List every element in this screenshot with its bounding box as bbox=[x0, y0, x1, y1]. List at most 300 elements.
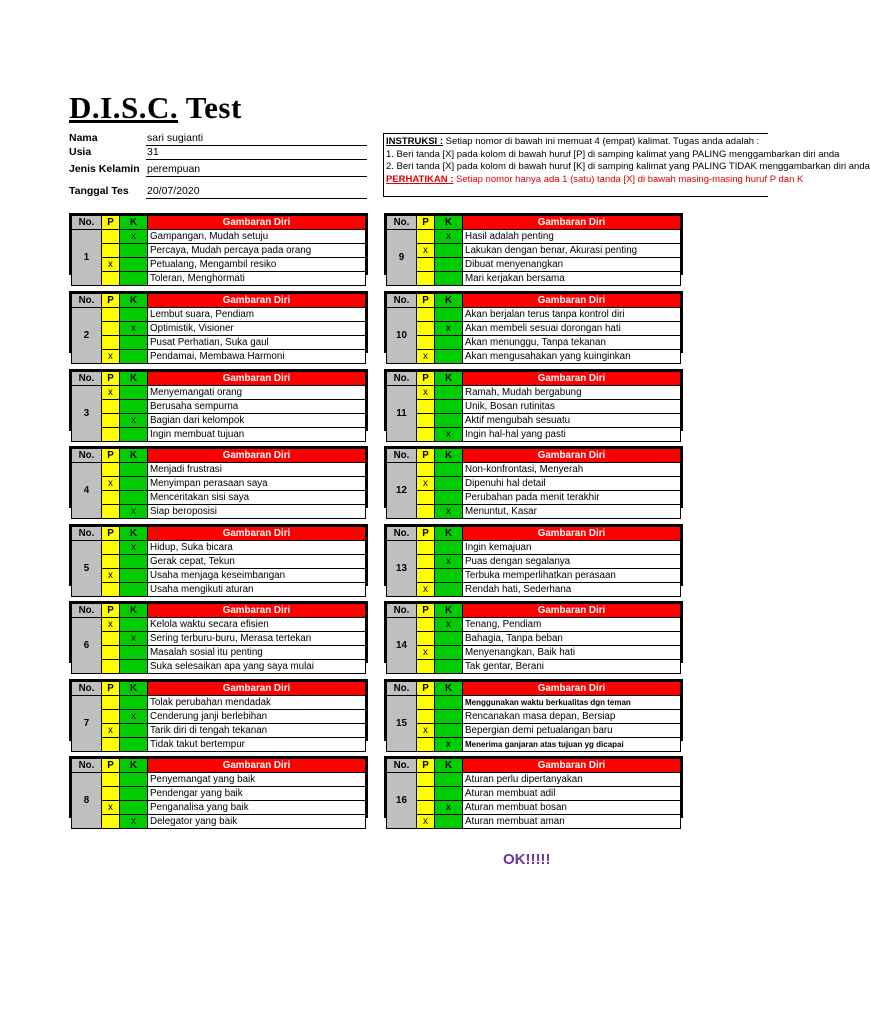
header-p: P bbox=[417, 604, 435, 618]
p-mark-cell[interactable] bbox=[417, 738, 435, 752]
statement-text: Rencanakan masa depan, Bersiap bbox=[463, 710, 681, 724]
k-mark-cell[interactable] bbox=[120, 244, 148, 258]
p-mark-cell[interactable] bbox=[417, 428, 435, 442]
k-mark-cell[interactable] bbox=[435, 350, 463, 364]
header-k: K bbox=[120, 527, 148, 541]
header-k: K bbox=[435, 759, 463, 773]
statement-text: Pendengar yang baik bbox=[148, 787, 366, 801]
statement-row bbox=[387, 815, 681, 829]
p-mark-cell[interactable] bbox=[417, 773, 435, 787]
k-mark-cell[interactable] bbox=[120, 258, 148, 272]
p-mark-cell[interactable] bbox=[417, 400, 435, 414]
statement-text: Menjadi frustrasi bbox=[148, 463, 366, 477]
header-gambaran-diri: Gambaran Diri bbox=[463, 759, 681, 773]
info-row-nama bbox=[69, 132, 369, 145]
p-mark-cell[interactable]: x bbox=[102, 801, 120, 815]
instructions-text: Setiap nomor di bawah ini memuat 4 (empat) kalimat. Tugas anda adalah : bbox=[443, 136, 760, 147]
k-mark-cell[interactable]: x bbox=[435, 555, 463, 569]
k-mark-cell[interactable] bbox=[120, 428, 148, 442]
statement-text: Terbuka memperlihatkan perasaan bbox=[463, 569, 681, 583]
p-mark-cell[interactable] bbox=[102, 491, 120, 505]
info-row-jenis-kelamin bbox=[69, 163, 369, 176]
k-mark-cell[interactable] bbox=[120, 646, 148, 660]
question-block-9 bbox=[384, 213, 683, 284]
statement-text: Menyimpan perasaan saya bbox=[148, 477, 366, 491]
question-block-6 bbox=[69, 601, 368, 672]
statement-text: Ramah, Mudah bergabung bbox=[463, 386, 681, 400]
k-mark-cell[interactable] bbox=[120, 463, 148, 477]
k-mark-cell[interactable] bbox=[120, 583, 148, 597]
header-no: No. bbox=[387, 604, 417, 618]
k-mark-cell[interactable] bbox=[435, 244, 463, 258]
statement-text: Bahagia, Tanpa beban bbox=[463, 632, 681, 646]
header-no: No. bbox=[387, 682, 417, 696]
p-mark-cell[interactable] bbox=[417, 787, 435, 801]
statement-row bbox=[387, 569, 681, 583]
k-mark-cell[interactable]: x bbox=[120, 505, 148, 519]
p-mark-cell[interactable] bbox=[417, 491, 435, 505]
p-mark-cell[interactable] bbox=[102, 773, 120, 787]
question-number: 7 bbox=[72, 696, 102, 752]
header-k: K bbox=[120, 449, 148, 463]
header-no: No. bbox=[387, 294, 417, 308]
statement-text: Menceritakan sisi saya bbox=[148, 491, 366, 505]
statement-row bbox=[72, 555, 366, 569]
p-mark-cell[interactable] bbox=[102, 583, 120, 597]
p-mark-cell[interactable] bbox=[417, 414, 435, 428]
k-mark-cell[interactable] bbox=[120, 569, 148, 583]
p-mark-cell[interactable]: x bbox=[102, 477, 120, 491]
statement-text: Menerima ganjaran atas tujuan yg dicapai bbox=[463, 738, 681, 752]
p-mark-cell[interactable] bbox=[417, 569, 435, 583]
p-mark-cell[interactable] bbox=[102, 660, 120, 674]
statement-text: Usaha menjaga keseimbangan bbox=[148, 569, 366, 583]
title-test: Test bbox=[185, 90, 242, 125]
statement-row bbox=[387, 350, 681, 364]
statement-text: Ingin hal-hal yang pasti bbox=[463, 428, 681, 442]
statement-row bbox=[72, 801, 366, 815]
header-gambaran-diri: Gambaran Diri bbox=[148, 682, 366, 696]
k-mark-cell[interactable]: x bbox=[435, 230, 463, 244]
p-mark-cell[interactable] bbox=[417, 710, 435, 724]
statement-text: Non-konfrontasi, Menyerah bbox=[463, 463, 681, 477]
header-p: P bbox=[102, 372, 120, 386]
question-block-2 bbox=[69, 291, 368, 362]
statement-text: Aktif mengubah sesuatu bbox=[463, 414, 681, 428]
k-mark-cell[interactable] bbox=[435, 308, 463, 322]
statement-text: Pendamai, Membawa Harmoni bbox=[148, 350, 366, 364]
statement-row bbox=[387, 414, 681, 428]
header-gambaran-diri: Gambaran Diri bbox=[463, 527, 681, 541]
header-no: No. bbox=[72, 449, 102, 463]
question-number: 2 bbox=[72, 308, 102, 364]
header-no: No. bbox=[72, 604, 102, 618]
k-mark-cell[interactable] bbox=[120, 272, 148, 286]
statement-row bbox=[72, 632, 366, 646]
statement-row bbox=[387, 541, 681, 555]
question-number: 4 bbox=[72, 463, 102, 519]
statement-row bbox=[72, 618, 366, 632]
p-mark-cell[interactable] bbox=[102, 244, 120, 258]
statement-row bbox=[72, 569, 366, 583]
statement-text: Ingin membuat tujuan bbox=[148, 428, 366, 442]
p-mark-cell[interactable]: x bbox=[417, 646, 435, 660]
k-mark-cell[interactable] bbox=[435, 272, 463, 286]
statement-text: Bagian dari kelompok bbox=[148, 414, 366, 428]
info-row-tanggal-tes bbox=[69, 185, 369, 198]
statement-row bbox=[387, 660, 681, 674]
p-mark-cell[interactable] bbox=[102, 541, 120, 555]
statement-text: Menuntut, Kasar bbox=[463, 505, 681, 519]
k-mark-cell[interactable] bbox=[435, 414, 463, 428]
p-mark-cell[interactable]: x bbox=[102, 386, 120, 400]
question-block-12 bbox=[384, 446, 683, 517]
p-mark-cell[interactable]: x bbox=[102, 258, 120, 272]
statement-row bbox=[387, 428, 681, 442]
statement-row bbox=[387, 710, 681, 724]
statement-row bbox=[387, 696, 681, 710]
p-mark-cell[interactable] bbox=[417, 308, 435, 322]
header-p: P bbox=[417, 216, 435, 230]
statement-text: Percaya, Mudah percaya pada orang bbox=[148, 244, 366, 258]
header-k: K bbox=[435, 449, 463, 463]
k-mark-cell[interactable]: x bbox=[120, 710, 148, 724]
p-mark-cell[interactable] bbox=[417, 322, 435, 336]
header-no: No. bbox=[72, 682, 102, 696]
k-mark-cell[interactable]: x bbox=[120, 322, 148, 336]
statement-row bbox=[72, 336, 366, 350]
p-mark-cell[interactable] bbox=[102, 463, 120, 477]
k-mark-cell[interactable] bbox=[435, 815, 463, 829]
header-no: No. bbox=[72, 527, 102, 541]
k-mark-cell[interactable] bbox=[435, 477, 463, 491]
statement-text: Dibuat menyenangkan bbox=[463, 258, 681, 272]
p-mark-cell[interactable]: x bbox=[417, 724, 435, 738]
k-mark-cell[interactable] bbox=[435, 724, 463, 738]
p-mark-cell[interactable] bbox=[102, 710, 120, 724]
statement-text: Cenderung janji berlebihan bbox=[148, 710, 366, 724]
k-mark-cell[interactable] bbox=[435, 491, 463, 505]
k-mark-cell[interactable] bbox=[120, 350, 148, 364]
header-gambaran-diri: Gambaran Diri bbox=[148, 216, 366, 230]
question-number: 5 bbox=[72, 541, 102, 597]
p-mark-cell[interactable] bbox=[102, 632, 120, 646]
p-mark-cell[interactable]: x bbox=[102, 350, 120, 364]
k-mark-cell[interactable]: x bbox=[120, 230, 148, 244]
header-gambaran-diri: Gambaran Diri bbox=[463, 604, 681, 618]
header-p: P bbox=[417, 759, 435, 773]
statement-text: Akan mengusahakan yang kuinginkan bbox=[463, 350, 681, 364]
statement-row bbox=[387, 386, 681, 400]
k-mark-cell[interactable] bbox=[120, 801, 148, 815]
k-mark-cell[interactable] bbox=[120, 477, 148, 491]
p-mark-cell[interactable] bbox=[102, 308, 120, 322]
question-block-10 bbox=[384, 291, 683, 362]
k-mark-cell[interactable] bbox=[435, 632, 463, 646]
k-mark-cell[interactable] bbox=[435, 569, 463, 583]
p-mark-cell[interactable] bbox=[417, 660, 435, 674]
statement-row bbox=[72, 400, 366, 414]
k-mark-cell[interactable] bbox=[435, 463, 463, 477]
k-mark-cell[interactable]: x bbox=[120, 815, 148, 829]
statement-row bbox=[387, 272, 681, 286]
k-mark-cell[interactable] bbox=[435, 336, 463, 350]
p-mark-cell[interactable] bbox=[417, 696, 435, 710]
k-mark-cell[interactable] bbox=[120, 696, 148, 710]
k-mark-cell[interactable]: x bbox=[435, 618, 463, 632]
header-no: No. bbox=[387, 759, 417, 773]
statement-row bbox=[387, 646, 681, 660]
p-mark-cell[interactable]: x bbox=[102, 724, 120, 738]
question-block-15 bbox=[384, 679, 683, 750]
k-mark-cell[interactable] bbox=[120, 618, 148, 632]
statement-row bbox=[72, 696, 366, 710]
header-p: P bbox=[417, 294, 435, 308]
statement-row bbox=[72, 414, 366, 428]
header-p: P bbox=[102, 216, 120, 230]
question-block-5 bbox=[69, 524, 368, 595]
statement-text: Aturan membuat aman bbox=[463, 815, 681, 829]
statement-row bbox=[72, 428, 366, 442]
statement-row bbox=[72, 583, 366, 597]
p-mark-cell[interactable] bbox=[102, 738, 120, 752]
header-k: K bbox=[120, 759, 148, 773]
statement-text: Gampangan, Mudah setuju bbox=[148, 230, 366, 244]
p-mark-cell[interactable]: x bbox=[417, 815, 435, 829]
statement-row bbox=[72, 386, 366, 400]
header-k: K bbox=[120, 682, 148, 696]
statement-text: Mari kerjakan bersama bbox=[463, 272, 681, 286]
statement-row bbox=[72, 773, 366, 787]
header-k: K bbox=[435, 527, 463, 541]
statement-text: Pusat Perhatian, Suka gaul bbox=[148, 336, 366, 350]
statement-row bbox=[72, 244, 366, 258]
info-value-nama[interactable]: sari sugianti bbox=[146, 132, 367, 146]
statement-text: Tarik diri di tengah tekanan bbox=[148, 724, 366, 738]
statement-text: Aturan perlu dipertanyakan bbox=[463, 773, 681, 787]
p-mark-cell[interactable] bbox=[102, 696, 120, 710]
info-label: Nama bbox=[69, 132, 98, 144]
p-mark-cell[interactable] bbox=[102, 230, 120, 244]
header-k: K bbox=[435, 294, 463, 308]
statement-row bbox=[72, 322, 366, 336]
k-mark-cell[interactable] bbox=[120, 773, 148, 787]
header-p: P bbox=[417, 682, 435, 696]
header-k: K bbox=[435, 372, 463, 386]
question-number: 14 bbox=[387, 618, 417, 674]
statement-row bbox=[387, 491, 681, 505]
info-label: Tanggal Tes bbox=[69, 185, 129, 197]
question-number: 6 bbox=[72, 618, 102, 674]
header-no: No. bbox=[387, 449, 417, 463]
k-mark-cell[interactable] bbox=[120, 386, 148, 400]
statement-text: Delegator yang baik bbox=[148, 815, 366, 829]
header-no: No. bbox=[72, 216, 102, 230]
p-mark-cell[interactable]: x bbox=[417, 583, 435, 597]
k-mark-cell[interactable] bbox=[435, 787, 463, 801]
p-mark-cell[interactable] bbox=[417, 463, 435, 477]
statement-row bbox=[387, 244, 681, 258]
header-p: P bbox=[417, 527, 435, 541]
statement-row bbox=[387, 400, 681, 414]
k-mark-cell[interactable]: x bbox=[435, 505, 463, 519]
statement-text: Hidup, Suka bicara bbox=[148, 541, 366, 555]
question-block-1 bbox=[69, 213, 368, 284]
k-mark-cell[interactable] bbox=[435, 660, 463, 674]
k-mark-cell[interactable]: x bbox=[435, 738, 463, 752]
header-no: No. bbox=[387, 372, 417, 386]
k-mark-cell[interactable] bbox=[120, 738, 148, 752]
statement-row bbox=[72, 477, 366, 491]
info-label: Usia bbox=[69, 146, 92, 158]
header-gambaran-diri: Gambaran Diri bbox=[148, 759, 366, 773]
k-mark-cell[interactable] bbox=[120, 660, 148, 674]
header-gambaran-diri: Gambaran Diri bbox=[148, 604, 366, 618]
k-mark-cell[interactable]: x bbox=[435, 801, 463, 815]
statement-text: Usaha mengikuti aturan bbox=[148, 583, 366, 597]
statement-text: Menggunakan waktu berkualitas dgn teman bbox=[463, 696, 681, 710]
question-block-4 bbox=[69, 446, 368, 517]
p-mark-cell[interactable] bbox=[102, 272, 120, 286]
k-mark-cell[interactable]: x bbox=[435, 322, 463, 336]
p-mark-cell[interactable] bbox=[102, 646, 120, 660]
k-mark-cell[interactable] bbox=[120, 787, 148, 801]
info-row-usia bbox=[69, 146, 369, 159]
p-mark-cell[interactable] bbox=[102, 815, 120, 829]
header-p: P bbox=[102, 527, 120, 541]
statement-row bbox=[72, 505, 366, 519]
question-number: 11 bbox=[387, 386, 417, 442]
header-gambaran-diri: Gambaran Diri bbox=[463, 449, 681, 463]
header-no: No. bbox=[72, 759, 102, 773]
p-mark-cell[interactable] bbox=[417, 801, 435, 815]
k-mark-cell[interactable] bbox=[435, 773, 463, 787]
p-mark-cell[interactable] bbox=[417, 272, 435, 286]
k-mark-cell[interactable] bbox=[435, 583, 463, 597]
statement-text: Toleran, Menghormati bbox=[148, 272, 366, 286]
p-mark-cell[interactable] bbox=[417, 230, 435, 244]
statement-text: Akan berjalan terus tanpa kontrol diri bbox=[463, 308, 681, 322]
header-p: P bbox=[102, 449, 120, 463]
statement-text: Siap beroposisi bbox=[148, 505, 366, 519]
question-number: 16 bbox=[387, 773, 417, 829]
k-mark-cell[interactable] bbox=[435, 541, 463, 555]
k-mark-cell[interactable] bbox=[120, 308, 148, 322]
p-mark-cell[interactable] bbox=[102, 400, 120, 414]
p-mark-cell[interactable]: x bbox=[102, 618, 120, 632]
p-mark-cell[interactable]: x bbox=[102, 569, 120, 583]
header-gambaran-diri: Gambaran Diri bbox=[463, 216, 681, 230]
p-mark-cell[interactable] bbox=[417, 258, 435, 272]
p-mark-cell[interactable] bbox=[102, 555, 120, 569]
statement-row bbox=[72, 230, 366, 244]
statement-text: Tolak perubahan mendadak bbox=[148, 696, 366, 710]
p-mark-cell[interactable]: x bbox=[417, 386, 435, 400]
header-k: K bbox=[120, 372, 148, 386]
p-mark-cell[interactable] bbox=[102, 414, 120, 428]
statement-row bbox=[72, 350, 366, 364]
k-mark-cell[interactable] bbox=[120, 336, 148, 350]
k-mark-cell[interactable] bbox=[435, 696, 463, 710]
header-gambaran-diri: Gambaran Diri bbox=[148, 449, 366, 463]
p-mark-cell[interactable] bbox=[102, 505, 120, 519]
statement-row bbox=[387, 258, 681, 272]
statement-text: Tidak takut bertempur bbox=[148, 738, 366, 752]
statement-row bbox=[72, 491, 366, 505]
header-k: K bbox=[435, 682, 463, 696]
p-mark-cell[interactable]: x bbox=[417, 244, 435, 258]
k-mark-cell[interactable]: x bbox=[120, 414, 148, 428]
instructions-line-2: 2. Beri tanda [X] pada kolom di bawah huruf [K] di samping kalimat yang PALING TIDAK menggambarkan diri anda bbox=[386, 161, 870, 172]
p-mark-cell[interactable] bbox=[417, 555, 435, 569]
p-mark-cell[interactable] bbox=[417, 336, 435, 350]
statement-row bbox=[72, 308, 366, 322]
statement-text: Aturan membuat adil bbox=[463, 787, 681, 801]
k-mark-cell[interactable] bbox=[120, 491, 148, 505]
instructions-line-1: 1. Beri tanda [X] pada kolom di bawah huruf [P] di samping kalimat yang PALING menggambarkan diri anda bbox=[386, 148, 840, 160]
question-block-16 bbox=[384, 756, 683, 827]
statement-text: Lakukan dengan benar, Akurasi penting bbox=[463, 244, 681, 258]
question-block-13 bbox=[384, 524, 683, 595]
k-mark-cell[interactable] bbox=[120, 555, 148, 569]
p-mark-cell[interactable] bbox=[417, 505, 435, 519]
k-mark-cell[interactable] bbox=[120, 724, 148, 738]
p-mark-cell[interactable] bbox=[102, 428, 120, 442]
k-mark-cell[interactable]: x bbox=[120, 632, 148, 646]
statement-row bbox=[72, 724, 366, 738]
statement-text: Tak gentar, Berani bbox=[463, 660, 681, 674]
statement-text: Menyenangkan, Baik hati bbox=[463, 646, 681, 660]
statement-row bbox=[387, 505, 681, 519]
p-mark-cell[interactable] bbox=[417, 541, 435, 555]
statement-text: Gerak cepat, Tekun bbox=[148, 555, 366, 569]
statement-row bbox=[72, 646, 366, 660]
statement-text: Tenang, Pendiam bbox=[463, 618, 681, 632]
k-mark-cell[interactable] bbox=[435, 400, 463, 414]
statement-row bbox=[72, 272, 366, 286]
k-mark-cell[interactable]: x bbox=[435, 428, 463, 442]
header-p: P bbox=[102, 759, 120, 773]
statement-text: Suka selesaikan apa yang saya mulai bbox=[148, 660, 366, 674]
statement-text: Ingin kemajuan bbox=[463, 541, 681, 555]
p-mark-cell[interactable] bbox=[417, 618, 435, 632]
k-mark-cell[interactable] bbox=[435, 710, 463, 724]
k-mark-cell[interactable] bbox=[435, 386, 463, 400]
question-number: 13 bbox=[387, 541, 417, 597]
p-mark-cell[interactable] bbox=[102, 787, 120, 801]
p-mark-cell[interactable] bbox=[417, 632, 435, 646]
info-value-usia[interactable]: 31 bbox=[146, 146, 367, 160]
p-mark-cell[interactable]: x bbox=[417, 350, 435, 364]
header-no: No. bbox=[72, 294, 102, 308]
k-mark-cell[interactable]: x bbox=[120, 541, 148, 555]
info-value-tanggal-tes[interactable]: 20/07/2020 bbox=[146, 185, 367, 199]
info-value-jenis-kelamin[interactable]: perempuan bbox=[146, 163, 367, 177]
header-k: K bbox=[435, 604, 463, 618]
k-mark-cell[interactable] bbox=[435, 258, 463, 272]
statement-text: Dipenuhi hal detail bbox=[463, 477, 681, 491]
p-mark-cell[interactable] bbox=[102, 322, 120, 336]
k-mark-cell[interactable] bbox=[435, 646, 463, 660]
info-label: Jenis Kelamin bbox=[69, 163, 140, 175]
statement-row bbox=[387, 230, 681, 244]
p-mark-cell[interactable]: x bbox=[417, 477, 435, 491]
p-mark-cell[interactable] bbox=[102, 336, 120, 350]
k-mark-cell[interactable] bbox=[120, 400, 148, 414]
statement-row bbox=[387, 322, 681, 336]
question-number: 12 bbox=[387, 463, 417, 519]
statement-row bbox=[387, 801, 681, 815]
